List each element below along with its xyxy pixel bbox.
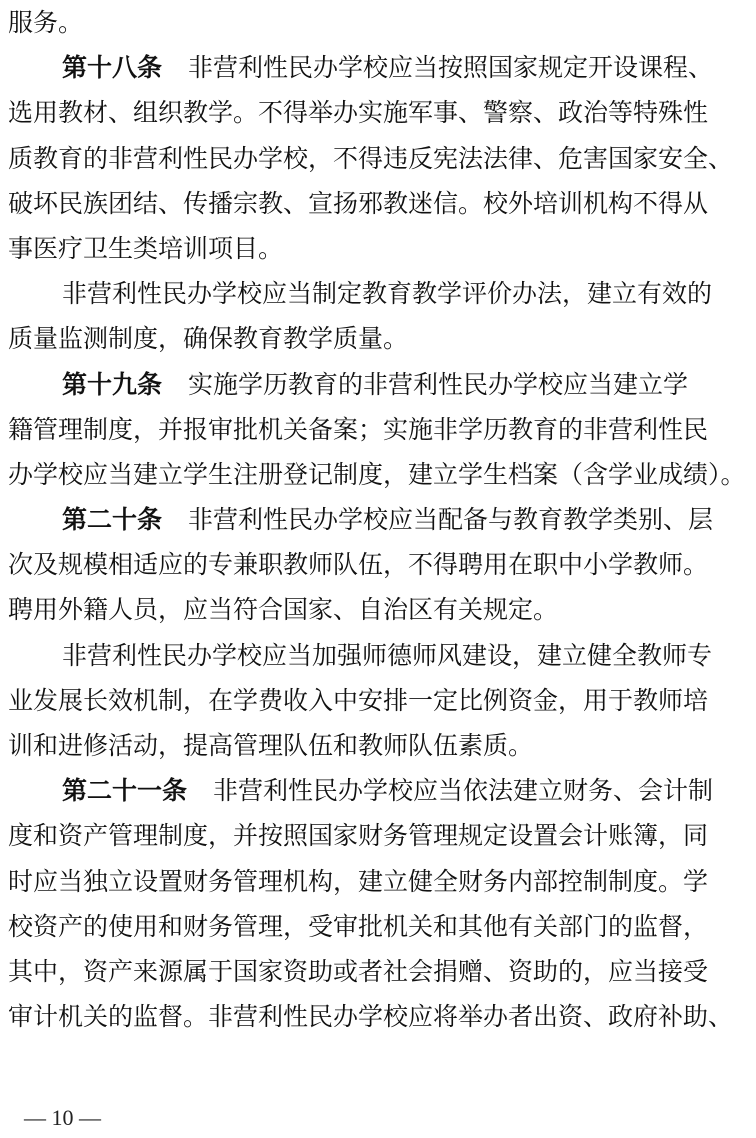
text-line [8, 136, 746, 181]
text-line [8, 407, 746, 452]
line-text: 事医疗卫生类培训项目。 [8, 233, 284, 263]
line-text: 服务。 [8, 8, 84, 37]
line-text: 质教育的非营利性民办学校，不得违反宪法法律、危害国家安全、 [8, 143, 734, 173]
body-text [8, 0, 746, 1039]
page-number: — 10 — [24, 1105, 101, 1130]
line-text: 时应当独立设置财务管理机构，建立健全财务内部控制制度。学 [8, 866, 709, 896]
text-line [8, 362, 746, 407]
line-text: 实施学历教育的非营利性民办学校应当建立学 [188, 369, 689, 399]
text-line [8, 633, 746, 678]
text-line [8, 45, 746, 90]
text-line [8, 542, 746, 587]
article-heading: 第二十一条 [62, 776, 188, 806]
text-line [8, 994, 746, 1039]
line-text: 选用教材、组织教学。不得举办实施军事、警察、政治等特殊性 [8, 98, 709, 128]
text-line [8, 768, 746, 813]
article-heading: 第十八条 [62, 53, 163, 83]
text-line [8, 859, 746, 904]
line-text: 业发展长效机制，在学费收入中安排一定比例资金，用于教师培 [8, 685, 709, 715]
text-line [8, 181, 746, 226]
article-heading: 第十九条 [62, 369, 163, 399]
text-line [8, 904, 746, 949]
line-text: 聘用外籍人员，应当符合国家、自治区有关规定。 [8, 595, 559, 625]
line-text: 审计机关的监督。非营利性民办学校应将举办者出资、政府补助、 [8, 1002, 734, 1032]
text-line [8, 678, 746, 723]
line-text: 破坏民族团结、传播宗教、宣扬邪教迷信。校外培训机构不得从 [8, 188, 709, 218]
text-line [8, 316, 746, 361]
line-text: 非营利性民办学校应当配备与教育教学类别、层 [188, 505, 714, 535]
text-line [8, 497, 746, 542]
line-text: 办学校应当建立学生注册登记制度，建立学生档案（含学业成绩）。 [8, 459, 746, 489]
text-line [8, 949, 746, 994]
line-text: 非营利性民办学校应当依法建立财务、会计制 [213, 776, 714, 806]
text-line [8, 587, 746, 632]
text-line [8, 226, 746, 271]
line-text: 训和进修活动，提高管理队伍和教师队伍素质。 [8, 731, 534, 760]
line-text: 非营利性民办学校应当加强师德师风建设，建立健全教师专 [62, 640, 713, 670]
line-text: 非营利性民办学校应当制定教育教学评价办法，建立有效的 [62, 279, 713, 309]
article-heading: 第二十条 [62, 505, 163, 535]
line-text: 次及规模相适应的专兼职教师队伍，不得聘用在职中小学教师。 [8, 550, 709, 580]
text-line [8, 0, 746, 45]
line-text: 籍管理制度，并报审批机关备案；实施非学历教育的非营利性民 [8, 414, 709, 444]
line-text: 其中，资产来源属于国家资助或者社会捐赠、资助的，应当接受 [8, 956, 709, 986]
line-text: 校资产的使用和财务管理，受审批机关和其他有关部门的监督， [8, 911, 709, 941]
line-text: 度和资产管理制度，并按照国家财务管理规定设置会计账簿，同 [8, 821, 709, 851]
text-line [8, 723, 746, 768]
text-line [8, 452, 746, 497]
line-text: 质量监测制度，确保教育教学质量。 [8, 324, 409, 354]
text-line [8, 90, 746, 135]
text-line [8, 813, 746, 858]
text-line [8, 271, 746, 316]
line-text: 非营利性民办学校应当按照国家规定开设课程、 [188, 53, 714, 83]
